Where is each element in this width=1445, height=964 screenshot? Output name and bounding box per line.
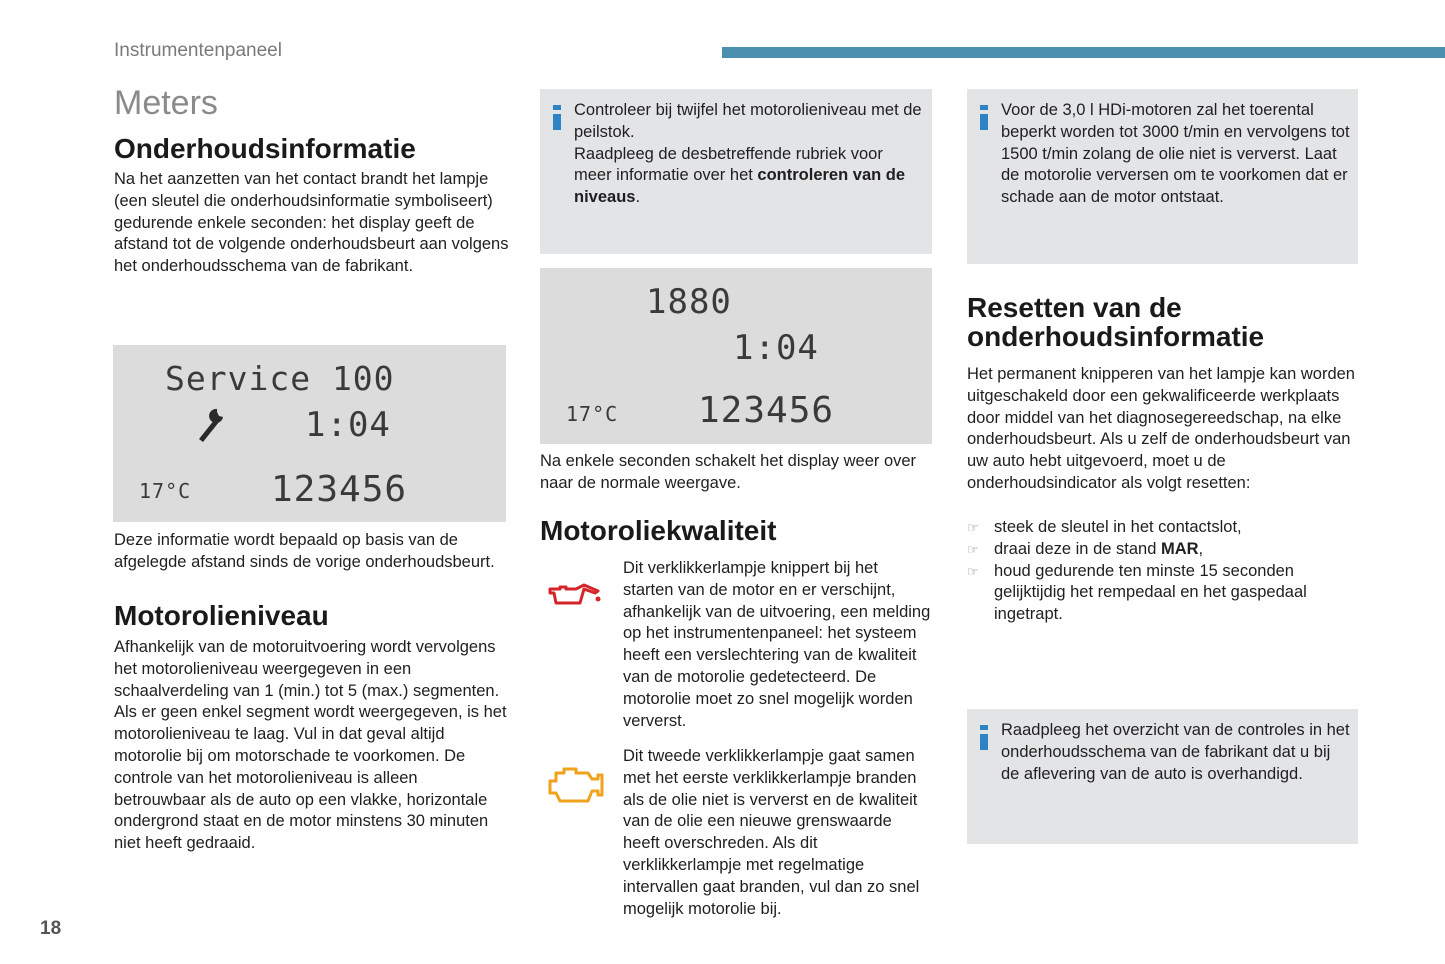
reset-step-3 <box>967 561 1337 626</box>
info-dipstick-link: controleren van de niveaus <box>574 166 906 207</box>
normal-display-caption: Na enkele seconden schakelt het display weer over naar de normale weergave. <box>540 452 917 492</box>
info-box-hdi <box>967 89 1358 264</box>
pointing-hand-icon: ☞ <box>967 520 979 535</box>
info-box-overview <box>967 709 1358 844</box>
oil-quality-para2: Dit tweede verklikkerlampje gaat samen met het eerste verklikkerlampje branden als de olie niet is ververst en de kwaliteit van de olie een nieuwe grenswaarde heeft overschreden. Als dit verklikkerlampje met regelmatige intervallen gaat branden, vul dan zo snel mogelijk motorolie bij. <box>623 747 920 918</box>
reset-step-2-mode: MAR <box>1160 539 1199 558</box>
onderhoud-text: Na het aanzetten van het contact brandt het lampje (een sleutel die onderhoudsinformatie symboliseert) gedurende enkele seconden: het display geeft de afstand tot de volgende onderhoudsbeurt aan volgens het onderhoudsschema van de fabrikant. <box>114 170 509 276</box>
onderhoud-heading: Onderhoudsinformatie <box>114 133 416 164</box>
reset-text: Het permanent knipperen van het lampje kan worden uitgeschakeld door een gekwalificeerde werkplaats door middel van het diagnosegereedschap, na elke onderhoudsbeurt. Als u zelf de onderhoudsbeurt van uw auto hebt uitgevoerd, moet u de onderhoudsindicator als volgt resetten: <box>967 365 1355 492</box>
oil-level-text: Afhankelijk van de motoruitvoering wordt vervolgens het motorolieniveau weergegeven in een schaalverdeling van 1 (min.) tot 5 (max.) segmenten. Als er geen enkel segment wordt weergegeven, is het motorolieniveau te laag. Vul in dat geval altijd motorolie bij om motorschade te voorkomen. De controle van het motorolieniveau is alleen betrouwbaar als de auto op een vlakke, horizontale ondergrond staat en de motor minstens 30 minuten niet heeft gedraaid. <box>114 638 507 853</box>
pointing-hand-icon: ☞ <box>967 541 979 557</box>
oil-level-heading: Motorolieniveau <box>114 600 329 631</box>
page-number: 18 <box>40 918 62 939</box>
info-dipstick-period: . <box>635 188 641 207</box>
info-dipstick-line2: Raadpleeg de desbetreffende rubriek voor meer informatie over het <box>574 144 883 185</box>
info-icon <box>980 725 988 751</box>
pointing-hand-icon: ☞ <box>967 563 979 579</box>
reset-step-1-text: steek de sleutel in het contactslot, <box>994 518 1242 536</box>
service-temp: 17°C <box>139 479 192 503</box>
page-title: Meters <box>114 84 218 122</box>
info-hdi-text: Voor de 3,0 l HDi-motoren zal het toerental beperkt worden tot 3000 t/min en vervolgens tot 1500 t/min zolang de olie niet is ververst. Laat de motorolie verversen om te voorkomen dat er schade aan de motor ontstaat. <box>1001 101 1350 207</box>
reset-steps <box>967 517 1337 626</box>
oil-can-icon <box>548 583 602 614</box>
info-icon <box>980 105 988 131</box>
normal-display <box>540 268 932 444</box>
normal-top-readout: 1880 <box>646 282 732 322</box>
wrench-icon <box>193 405 227 454</box>
reset-step-2-text: draai deze in de stand <box>994 539 1161 558</box>
service-display <box>113 345 506 522</box>
reset-step-3-text: houd gedurende ten minste 15 seconden gelijktijdig het rempedaal en het gaspedaal ingetrapt. <box>994 561 1307 624</box>
header-accent-bar <box>722 47 1445 58</box>
normal-odometer: 123456 <box>698 390 835 431</box>
oil-quality-heading: Motoroliekwaliteit <box>540 515 777 546</box>
reset-heading: Resetten van de onderhoudsinformatie <box>967 292 1265 352</box>
normal-temp: 17°C <box>566 402 619 426</box>
service-odometer: 123456 <box>271 469 408 510</box>
normal-time: 1:04 <box>733 328 819 368</box>
reset-step-1 <box>967 517 1337 539</box>
info-overview-text: Raadpleeg het overzicht van de controles in het onderhoudsschema van de fabrikant dat u bij de aflevering van de auto is overhandigd. <box>1001 721 1350 783</box>
service-readout: Service 100 <box>165 359 395 398</box>
oil-quality-para1: Dit verklikkerlampje knippert bij het starten van de motor en er verschijnt, afhankelijk van de uitvoering, een melding op het instrumentenpaneel: het systeem heeft een verslechtering van de kwaliteit van de motorolie gedetecteerd. De motorolie moet zo snel mogelijk worden ververst. <box>623 559 931 730</box>
service-display-caption: Deze informatie wordt bepaald op basis van de afgelegde afstand sinds de vorige onderhoudsbeurt. <box>114 531 495 571</box>
service-time: 1:04 <box>305 405 391 445</box>
reset-step-2 <box>967 539 1337 561</box>
info-dipstick-line1: Controleer bij twijfel het motorolieniveau met de peilstok. <box>574 101 922 141</box>
info-box-dipstick <box>540 89 932 254</box>
reset-step-2-comma: , <box>1198 539 1204 558</box>
info-icon <box>553 105 561 131</box>
section-header: Instrumentenpaneel <box>114 40 282 61</box>
engine-warning-icon <box>546 763 606 812</box>
